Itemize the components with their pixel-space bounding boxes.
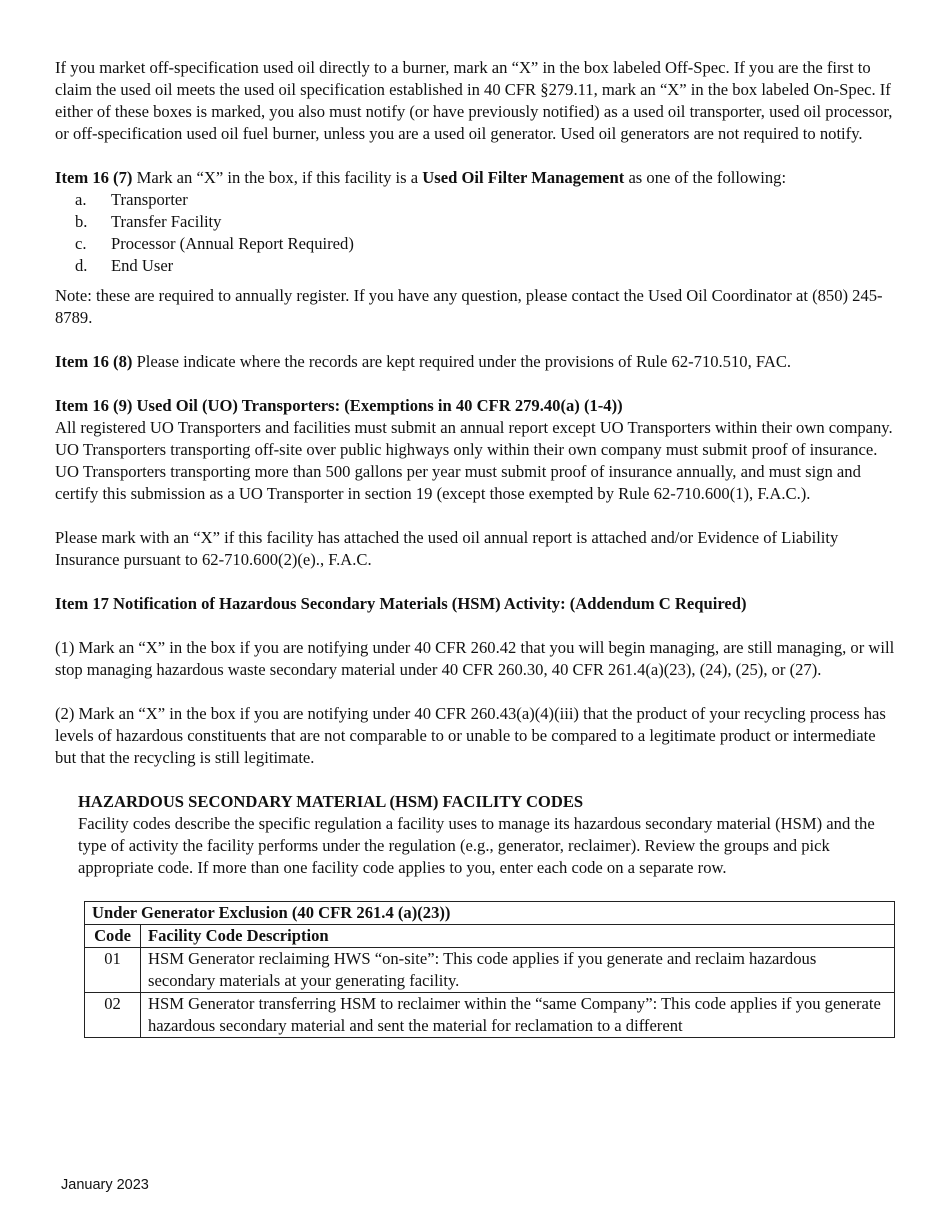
description-cell: HSM Generator reclaiming HWS “on-site”: This code applies if you generate and reclaim hazardous secondary materials at your generating facility. — [141, 948, 895, 993]
item-16-8-section — [55, 351, 900, 373]
description-column-header: Facility Code Description — [141, 925, 895, 948]
list-item: d. End User — [75, 256, 174, 275]
page-footer-date: January 2023 — [61, 1177, 149, 1193]
item-16-9-text: All registered UO Transporters and facilities must submit an annual report except UO Transporters within their own company. UO Transporters transporting off-site over public highways only within their own company must submit proof of insurance. UO Transporters transporting more than 500 gallons per year must submit proof of insurance annually, and must sign and certify this submission as a UO Transporter in section 19 (except those exempted by Rule 62-710.600(1), F.A.C.). — [55, 418, 893, 503]
hsm-description: Facility codes describe the specific regulation a facility uses to manage its hazardous secondary material (HSM) and the type of activity the facility performs under the regulation (e.g., generator, reclaimer). Review the groups and pick appropriate code. If more than one facility code applies to you, enter each code on a separate row. — [78, 814, 875, 877]
item-16-7-label: Item 16 (7) — [55, 168, 133, 187]
item-16-9-heading: Item 16 (9) Used Oil (UO) Transporters: (Exemptions in 40 CFR 279.40(a) (1-4)) — [55, 396, 623, 415]
description-cell: HSM Generator transferring HSM to reclaimer within the “same Company”: This code applies if you generate hazardous secondary material and sent the material for reclamation to a different — [141, 993, 895, 1038]
item-16-9-section — [55, 395, 900, 505]
list-item: c. Processor (Annual Report Required) — [75, 234, 354, 253]
list-item: a. Transporter — [75, 190, 188, 209]
item-17-paragraph-2: (2) Mark an “X” in the box if you are notifying under 40 CFR 260.43(a)(4)(iii) that the product of your recycling process has levels of hazardous constituents that are not comparable to or unable to be compared to a legitimate product or intermediate but that the recycling is still legitimate. — [55, 704, 886, 767]
intro-paragraph: If you market off-specification used oil directly to a burner, mark an “X” in the box labeled Off-Spec. If you are the first to claim the used oil meets the used oil specification established in 40 CFR §279.11, mark an “X” in the box labeled On-Spec. If either of these boxes is marked, you also must notify (or have previously notified) as a used oil transporter, used oil processor, or off-specification used oil fuel burner, unless you are a used oil generator. Used oil generators are not required to notify. — [55, 58, 893, 143]
hsm-facility-codes-section — [78, 791, 900, 879]
table-row — [85, 993, 895, 1038]
item-17-heading: Item 17 Notification of Hazardous Secondary Materials (HSM) Activity: (Addendum C Required) — [55, 594, 747, 613]
code-column-header: Code — [85, 925, 141, 948]
item-16-8-text: Please indicate where the records are kept required under the provisions of Rule 62-710.510, FAC. — [132, 352, 792, 371]
item-17-paragraph-1: (1) Mark an “X” in the box if you are notifying under 40 CFR 260.42 that you will begin managing, are still managing, or will stop managing hazardous waste secondary material under 40 CFR 260.30, 40 CFR 261.4(a)(23), (24), (25), or (27). — [55, 638, 895, 679]
facility-codes-table — [84, 901, 895, 1038]
item-16-7-text-1: Mark an “X” in the box, if this facility is a — [132, 168, 423, 187]
item-16-7-bold: Used Oil Filter Management — [422, 168, 625, 187]
code-cell: 02 — [85, 993, 141, 1038]
table-group-header: Under Generator Exclusion (40 CFR 261.4 (a)(23)) — [85, 902, 895, 925]
hsm-title: HAZARDOUS SECONDARY MATERIAL (HSM) FACILITY CODES — [78, 792, 584, 811]
document-page — [55, 57, 900, 1038]
code-cell: 01 — [85, 948, 141, 993]
item-16-7-note: Note: these are required to annually register. If you have any question, please contact the Used Oil Coordinator at (850) 245-8789. — [55, 286, 883, 327]
table-row — [85, 948, 895, 993]
list-item: b. Transfer Facility — [75, 212, 222, 231]
item-16-7-section — [55, 167, 900, 329]
filter-management-options — [55, 189, 900, 277]
item-16-7-text-2: as one of the following: — [624, 168, 787, 187]
item-16-8-label: Item 16 (8) — [55, 352, 133, 371]
item-16-9-mark-instruction: Please mark with an “X” if this facility has attached the used oil annual report is attached and/or Evidence of Liability Insurance pursuant to 62-710.600(2)(e)., F.A.C. — [55, 528, 839, 569]
